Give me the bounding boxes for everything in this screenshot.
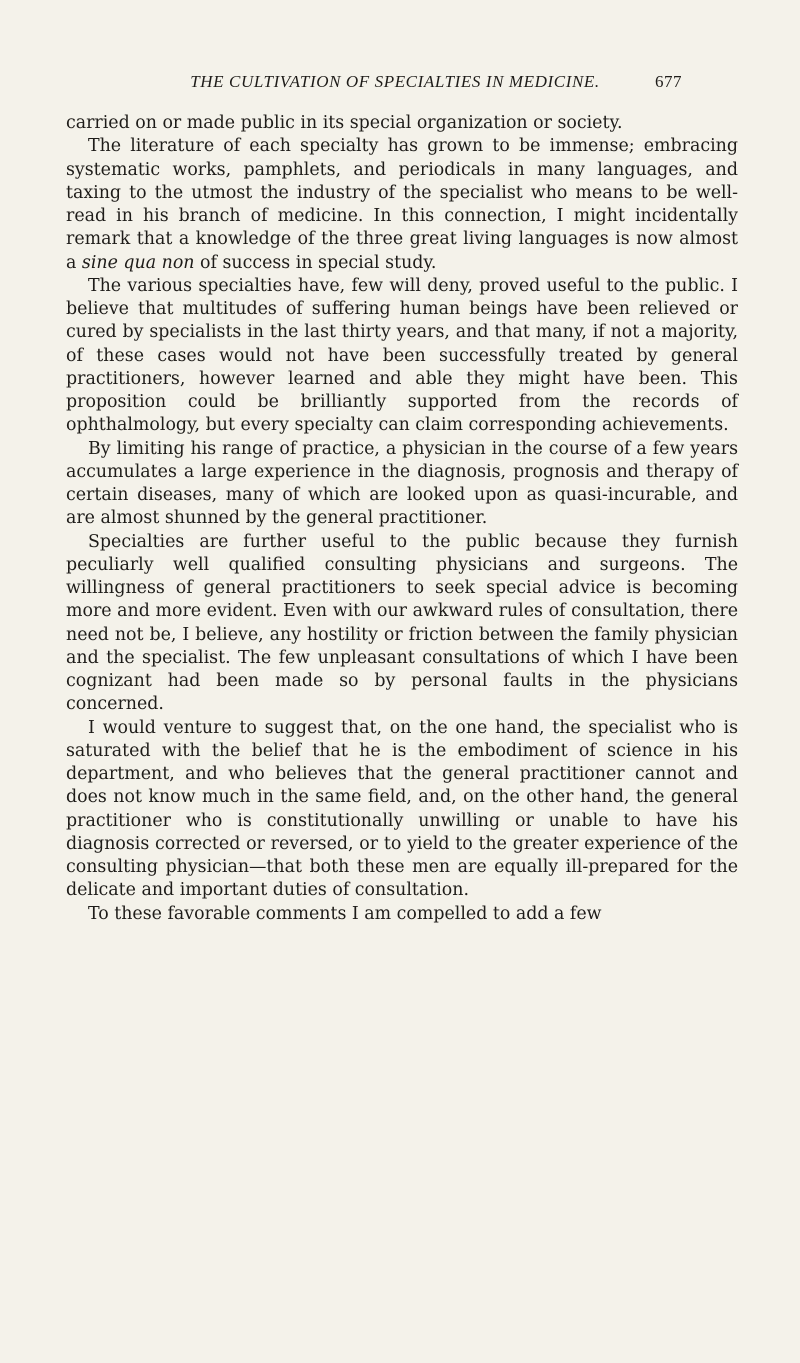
paragraph-2-text-start: The literature of each specialty has grown to be immense; embracing systematic works, pamphlets, and periodicals in many languages, and taxing to the utmost the industry of the specialist who means to be well-read in his branch of medicine. In this connection, I might incidentally remark that a knowledge of the three great living languages is now almost a <box>66 136 738 273</box>
paragraph-2 <box>66 135 738 275</box>
paragraph-1: carried on or made public in its special organization or society. <box>66 113 623 133</box>
body-text <box>66 112 738 926</box>
paragraph-2-text-end: of success in special study. <box>194 252 437 273</box>
paragraph-7: To these favorable comments I am compelled to add a few <box>88 903 602 924</box>
latin-phrase: sine qua non <box>81 252 195 273</box>
paragraph-3: The various specialties have, few will deny, proved useful to the public. I believe that multitudes of suffering human beings have been relieved or cured by specialists in the last thirty years, and that many, if not a majority, of these cases would not have been successfully treated by general practitioners, however learned and able they might have been. This proposition could be brilliantly supported from the records of ophthalmology, but every specialty can claim corresponding achievements. <box>66 275 738 436</box>
running-title: THE CULTIVATION OF SPECIALTIES IN MEDICINE. <box>190 72 600 91</box>
page-number: 677 <box>655 72 682 91</box>
paragraph-5: Specialties are further useful to the public because they furnish peculiarly well qualified consulting physicians and surgeons. The willingness of general practitioners to seek special advice is becoming more and more evident. Even with our awkward rules of consultation, there need not be, I believe, any hostility or friction between the family physician and the specialist. The few unpleasant consultations of which I have been cognizant had been made so by personal faults in the physicians concerned. <box>66 531 738 715</box>
paragraph-4: By limiting his range of practice, a physician in the course of a few years accumulates a large experience in the diagnosis, prognosis and therapy of certain diseases, many of which are looked upon as quasi-incurable, and are almost shunned by the general practitioner. <box>66 438 738 529</box>
paragraph-6: I would venture to suggest that, on the one hand, the specialist who is saturated with the belief that he is the embodiment of science in his department, and who believes that the general practitioner cannot and does not know much in the same field, and, on the other hand, the general practitioner who is constitutionally unwilling or unable to have his diagnosis corrected or reversed, or to yield to the greater experience of the consulting physician—that both these men are equally ill-prepared for the delicate and important duties of consultation. <box>66 717 738 901</box>
